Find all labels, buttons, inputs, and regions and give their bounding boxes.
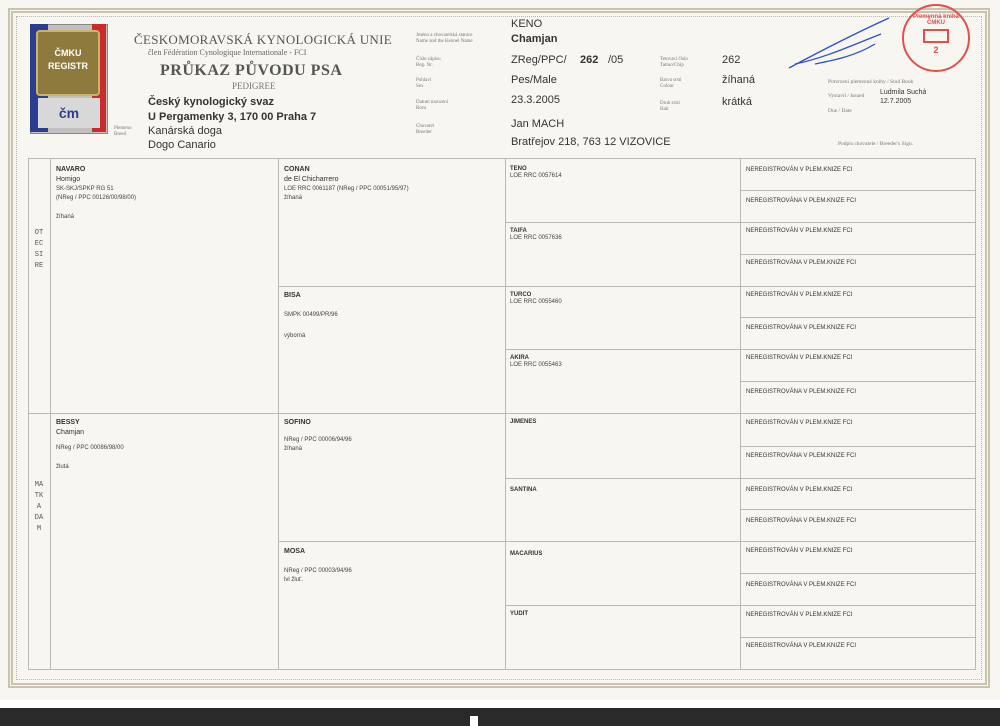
gen4-cell: NEREGISTROVÁN V PLEM.KNIZE FCI — [746, 228, 853, 234]
gen3-name: MACARIUS — [510, 551, 543, 557]
grid-hline — [740, 381, 976, 382]
gen2-reg: LOE RRC 0061187 (NReg / PPC 00051/95/97) — [284, 186, 409, 192]
stamp-text: Plemenná kniha ČMKU — [913, 14, 959, 26]
seal-line2: REGISTR — [47, 61, 88, 71]
gen2-name: SOFINO — [284, 419, 311, 426]
grid-hline — [740, 637, 976, 638]
seal-line1: ČMKU — [54, 48, 82, 58]
breeder-name: Jan MACH — [511, 118, 565, 130]
gen3-name: JIMENES — [510, 419, 537, 425]
grid-vline — [50, 158, 51, 670]
gen3-name: AKIRA — [510, 355, 529, 361]
gen3-cell — [510, 166, 562, 181]
issue-date: 12.7.2005 — [880, 98, 912, 105]
gen4-cell: NEREGISTROVÁNA V PLEM.KNIZE FCI — [746, 582, 857, 588]
gen2-name: MOSA — [284, 548, 305, 555]
studbook-label: Potvrzení plemenné knihy / Stud Book — [828, 79, 914, 85]
gen2-color: lvi žluť. — [284, 577, 303, 583]
club-name: Český kynologický svaz — [148, 96, 274, 108]
club-address: U Pergamenky 3, 170 00 Praha 7 — [148, 111, 317, 123]
name-label: Jméno a chovatelská stanice Name and the Kennel Name — [416, 33, 473, 44]
registr-seal — [36, 30, 100, 96]
gen4-cell: NEREGISTROVÁN V PLEM.KNIZE FCI — [746, 167, 853, 173]
gen3-name: TAIFA — [510, 228, 527, 234]
scanner-edge — [0, 708, 1000, 726]
gen2-cell — [284, 548, 352, 585]
studbook-stamp — [902, 4, 970, 72]
grid-hline — [740, 317, 976, 318]
sire-reg2: (NReg / PPC 00126/00/98/00) — [56, 195, 137, 201]
grid-hline — [28, 413, 976, 414]
gen2-cell — [284, 419, 352, 454]
grid-hline — [505, 349, 976, 350]
breed-en: Dogo Canario — [148, 139, 216, 151]
gen2-reg: NReg / PPC 00006/94/96 — [284, 437, 352, 443]
breed-label: Plemeno Breed — [114, 126, 132, 137]
issuer-name: Ludmila Suchá — [880, 89, 927, 96]
dog-born: 23.3.2005 — [511, 94, 560, 106]
gen3-reg: LOE RRC 0055463 — [510, 362, 562, 368]
org-subtitle: člen Fédération Cynologique Internationale - FCI — [148, 48, 307, 57]
grid-hline — [505, 478, 976, 479]
grid-hline — [505, 222, 976, 223]
dam-color: žlutá — [56, 464, 69, 470]
tattoo-label: Tetovací číslo Tattoo/Chip — [660, 57, 688, 68]
grid-vline — [278, 158, 279, 670]
sire-name: NAVARO — [56, 166, 86, 173]
stamp-logo-mark — [923, 29, 949, 43]
gen3-cell — [510, 355, 562, 370]
gen3-cell — [510, 419, 536, 425]
grid-hline — [505, 605, 976, 606]
gen3-cell — [510, 611, 528, 617]
gen4-cell: NEREGISTROVÁN V PLEM.KNIZE FCI — [746, 548, 853, 554]
gen2-kennel: de El Chicharrero — [284, 176, 339, 183]
hair-value: krátká — [722, 96, 752, 108]
gen4-cell: NEREGISTROVÁNA V PLEM.KNIZE FCI — [746, 325, 857, 331]
dog-name: KENO — [511, 18, 543, 30]
issued-label: Vystavil / Issued — [828, 93, 865, 99]
sex-label: Pohlaví Sex — [416, 78, 432, 89]
stamp-number: 2 — [933, 45, 939, 55]
reg-prefix: ZReg/PPC/ — [511, 54, 567, 66]
side-label-sire: OTEC SIRE — [34, 229, 44, 270]
reg-number: 262 — [580, 54, 599, 66]
dam-cell — [56, 419, 124, 472]
gen2-name: BISA — [284, 292, 301, 299]
reg-suffix: /05 — [608, 54, 624, 66]
dog-sex: Pes/Male — [511, 74, 557, 86]
gen4-cell: NEREGISTROVÁNA V PLEM.KNIZE FCI — [746, 198, 857, 204]
color-value: žíhaná — [722, 74, 756, 86]
org-title: ČESKOMORAVSKÁ KYNOLOGICKÁ UNIE — [134, 32, 392, 47]
gen3-cell — [510, 292, 562, 307]
sire-kennel: Homigo — [56, 176, 81, 183]
gen3-reg: LOE RRC 0057636 — [510, 235, 562, 241]
gen4-cell: NEREGISTROVÁNA V PLEM.KNIZE FCI — [746, 453, 857, 459]
dog-kennel: Chamjan — [511, 33, 558, 45]
gen3-cell — [510, 228, 562, 243]
scanner-edge-notch — [470, 716, 478, 726]
gen3-reg: LOE RRC 0057614 — [510, 173, 562, 179]
gen4-cell: NEREGISTROVÁN V PLEM.KNIZE FCI — [746, 487, 853, 493]
grid-hline — [278, 286, 976, 287]
reg-label: Číslo zápisu Reg. Nr. — [416, 57, 441, 68]
gen2-reg: SMPK 00499/PR/96 — [284, 312, 338, 318]
side-label-dam: MATKA DAM — [34, 481, 44, 533]
gen3-name: TENO — [510, 166, 527, 172]
grid-hline — [740, 190, 976, 191]
gen2-name: CONAN — [284, 166, 310, 173]
dam-reg1: NReg / PPC 00086/98/00 — [56, 445, 124, 451]
doc-title-en: PEDIGREE — [232, 81, 276, 91]
grid-hline — [740, 509, 976, 510]
gen2-color: výborná — [284, 333, 306, 339]
gen4-cell: NEREGISTROVÁNA V PLEM.KNIZE FCI — [746, 643, 857, 649]
gen4-cell: NEREGISTROVÁN V PLEM.KNIZE FCI — [746, 612, 853, 618]
gen4-cell: NEREGISTROVÁNA V PLEM.KNIZE FCI — [746, 389, 857, 395]
breed-cz: Kanárská doga — [148, 125, 222, 137]
sire-reg1: SK-SKJ/SPKP RG 51 — [56, 186, 114, 192]
gen2-cell — [284, 166, 409, 203]
gen2-cell — [284, 292, 338, 341]
gen3-name: TURCO — [510, 292, 532, 298]
gen4-cell: NEREGISTROVÁNA V PLEM.KNIZE FCI — [746, 260, 857, 266]
gen2-color: žíhaná — [284, 446, 303, 452]
breeder-sign-label: Podpis chovatele / Breeder's Sign. — [838, 141, 914, 147]
gen2-reg: NReg / PPC 00003/94/96 — [284, 568, 352, 574]
date-label: Due / Date — [828, 108, 852, 114]
grid-vline — [740, 158, 741, 670]
sire-color: žíhaná — [56, 214, 75, 220]
grid-vline — [505, 158, 506, 670]
grid-hline — [740, 573, 976, 574]
born-label: Datum narození Born — [416, 100, 449, 111]
breeder-label: Chovatel Breeder — [416, 124, 435, 135]
hair-label: Druh srsti Hair — [660, 101, 680, 112]
breeder-address: Bratřejov 218, 763 12 VIZOVICE — [511, 136, 671, 148]
pedigree-grid — [28, 158, 976, 670]
cmu-logo-mark: čm — [38, 98, 100, 128]
color-label: Barva srsti Colour — [660, 78, 682, 89]
grid-hline — [740, 446, 976, 447]
sire-cell — [56, 166, 136, 222]
dam-name: BESSY — [56, 419, 80, 426]
dam-kennel: Chamjan — [56, 429, 85, 436]
gen4-cell: NEREGISTROVÁNA V PLEM.KNIZE FCI — [746, 518, 857, 524]
gen3-cell — [510, 551, 542, 557]
gen3-name: YUDIT — [510, 611, 528, 617]
grid-hline — [740, 254, 976, 255]
gen3-cell — [510, 487, 537, 493]
gen4-cell: NEREGISTROVÁN V PLEM.KNIZE FCI — [746, 355, 853, 361]
doc-title: PRŮKAZ PŮVODU PSA — [160, 62, 343, 79]
grid-hline — [278, 541, 976, 542]
gen4-cell: NEREGISTROVÁN V PLEM.KNIZE FCI — [746, 420, 853, 426]
gen3-name: SANTINA — [510, 487, 537, 493]
gen4-cell: NEREGISTROVÁN V PLEM.KNIZE FCI — [746, 292, 853, 298]
gen3-reg: LOE RRC 0055460 — [510, 299, 562, 305]
tattoo-value: 262 — [722, 54, 741, 66]
gen2-color: žíhaná — [284, 195, 303, 201]
signature-scribble — [785, 14, 895, 74]
